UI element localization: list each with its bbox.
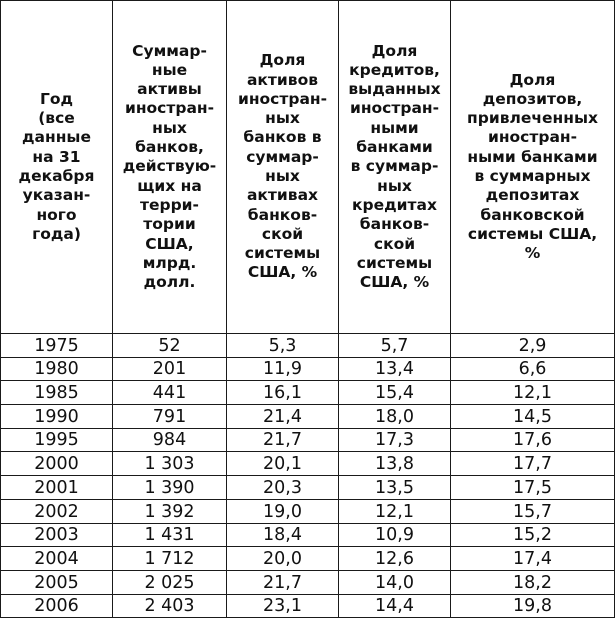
table-body [1,334,615,618]
cell-total-assets: 2 025 [113,570,227,594]
cell-year: 2001 [1,476,113,500]
cell-year: 1975 [1,334,113,358]
cell-total-assets: 1 431 [113,523,227,547]
header-row [1,1,615,334]
cell-total-assets: 441 [113,381,227,405]
cell-deposits-share: 17,7 [451,452,615,476]
header-assets-share [227,1,339,334]
header-year [1,1,113,334]
table-header [1,1,615,334]
table-row [1,499,615,523]
cell-year: 1995 [1,428,113,452]
table-row [1,428,615,452]
cell-loans-share: 18,0 [339,405,451,429]
header-assets-share-text: Доля активов иностран- ных банков в суммар- ных активах банков- ской системы США, % [237,51,328,282]
header-loans-share-text: Доля кредитов, выданных иностран- ными банками в суммар- ных кредитах банков- ской системы США, % [348,41,441,292]
cell-assets-share: 11,9 [227,357,339,381]
cell-loans-share: 12,6 [339,547,451,571]
cell-loans-share: 13,8 [339,452,451,476]
cell-total-assets: 1 392 [113,499,227,523]
cell-assets-share: 20,1 [227,452,339,476]
cell-deposits-share: 15,7 [451,499,615,523]
cell-deposits-share: 19,8 [451,594,615,618]
cell-loans-share: 10,9 [339,523,451,547]
cell-deposits-share: 18,2 [451,570,615,594]
table-row [1,334,615,358]
cell-assets-share: 20,0 [227,547,339,571]
table-row [1,381,615,405]
cell-total-assets: 791 [113,405,227,429]
cell-year: 2005 [1,570,113,594]
table-row [1,357,615,381]
table-row [1,523,615,547]
cell-year: 1985 [1,381,113,405]
cell-loans-share: 13,4 [339,357,451,381]
cell-deposits-share: 15,2 [451,523,615,547]
cell-loans-share: 15,4 [339,381,451,405]
cell-year: 1990 [1,405,113,429]
cell-deposits-share: 12,1 [451,381,615,405]
table-row [1,452,615,476]
table-row [1,547,615,571]
cell-loans-share: 12,1 [339,499,451,523]
cell-deposits-share: 14,5 [451,405,615,429]
cell-assets-share: 21,7 [227,428,339,452]
cell-year: 2000 [1,452,113,476]
cell-loans-share: 17,3 [339,428,451,452]
header-loans-share [339,1,451,334]
cell-total-assets: 2 403 [113,594,227,618]
header-year-text: Год (все данные на 31 декабря указан- ного года) [18,89,95,243]
table-row [1,570,615,594]
cell-year: 2002 [1,499,113,523]
cell-loans-share: 13,5 [339,476,451,500]
cell-total-assets: 1 712 [113,547,227,571]
header-deposits-share-text: Доля депозитов, привлеченных иностран- ными банками в суммарных депозитах банковской системы США, % [467,70,598,263]
cell-assets-share: 18,4 [227,523,339,547]
cell-assets-share: 21,4 [227,405,339,429]
cell-loans-share: 14,4 [339,594,451,618]
cell-loans-share: 14,0 [339,570,451,594]
cell-assets-share: 16,1 [227,381,339,405]
cell-assets-share: 20,3 [227,476,339,500]
header-deposits-share [451,1,615,334]
cell-deposits-share: 2,9 [451,334,615,358]
cell-year: 2006 [1,594,113,618]
cell-assets-share: 5,3 [227,334,339,358]
cell-assets-share: 21,7 [227,570,339,594]
cell-deposits-share: 17,4 [451,547,615,571]
cell-deposits-share: 6,6 [451,357,615,381]
header-total-assets [113,1,227,334]
cell-assets-share: 19,0 [227,499,339,523]
header-total-assets-text: Суммар- ные активы иностран- ных банков, действую- щих на терри- тории США, млрд. долл. [122,41,217,292]
cell-assets-share: 23,1 [227,594,339,618]
cell-total-assets: 984 [113,428,227,452]
table-row [1,476,615,500]
cell-year: 1980 [1,357,113,381]
cell-total-assets: 201 [113,357,227,381]
cell-year: 2004 [1,547,113,571]
cell-year: 2003 [1,523,113,547]
cell-deposits-share: 17,6 [451,428,615,452]
table-row [1,594,615,618]
cell-total-assets: 1 390 [113,476,227,500]
cell-total-assets: 1 303 [113,452,227,476]
cell-loans-share: 5,7 [339,334,451,358]
cell-deposits-share: 17,5 [451,476,615,500]
cell-total-assets: 52 [113,334,227,358]
table-row [1,405,615,429]
